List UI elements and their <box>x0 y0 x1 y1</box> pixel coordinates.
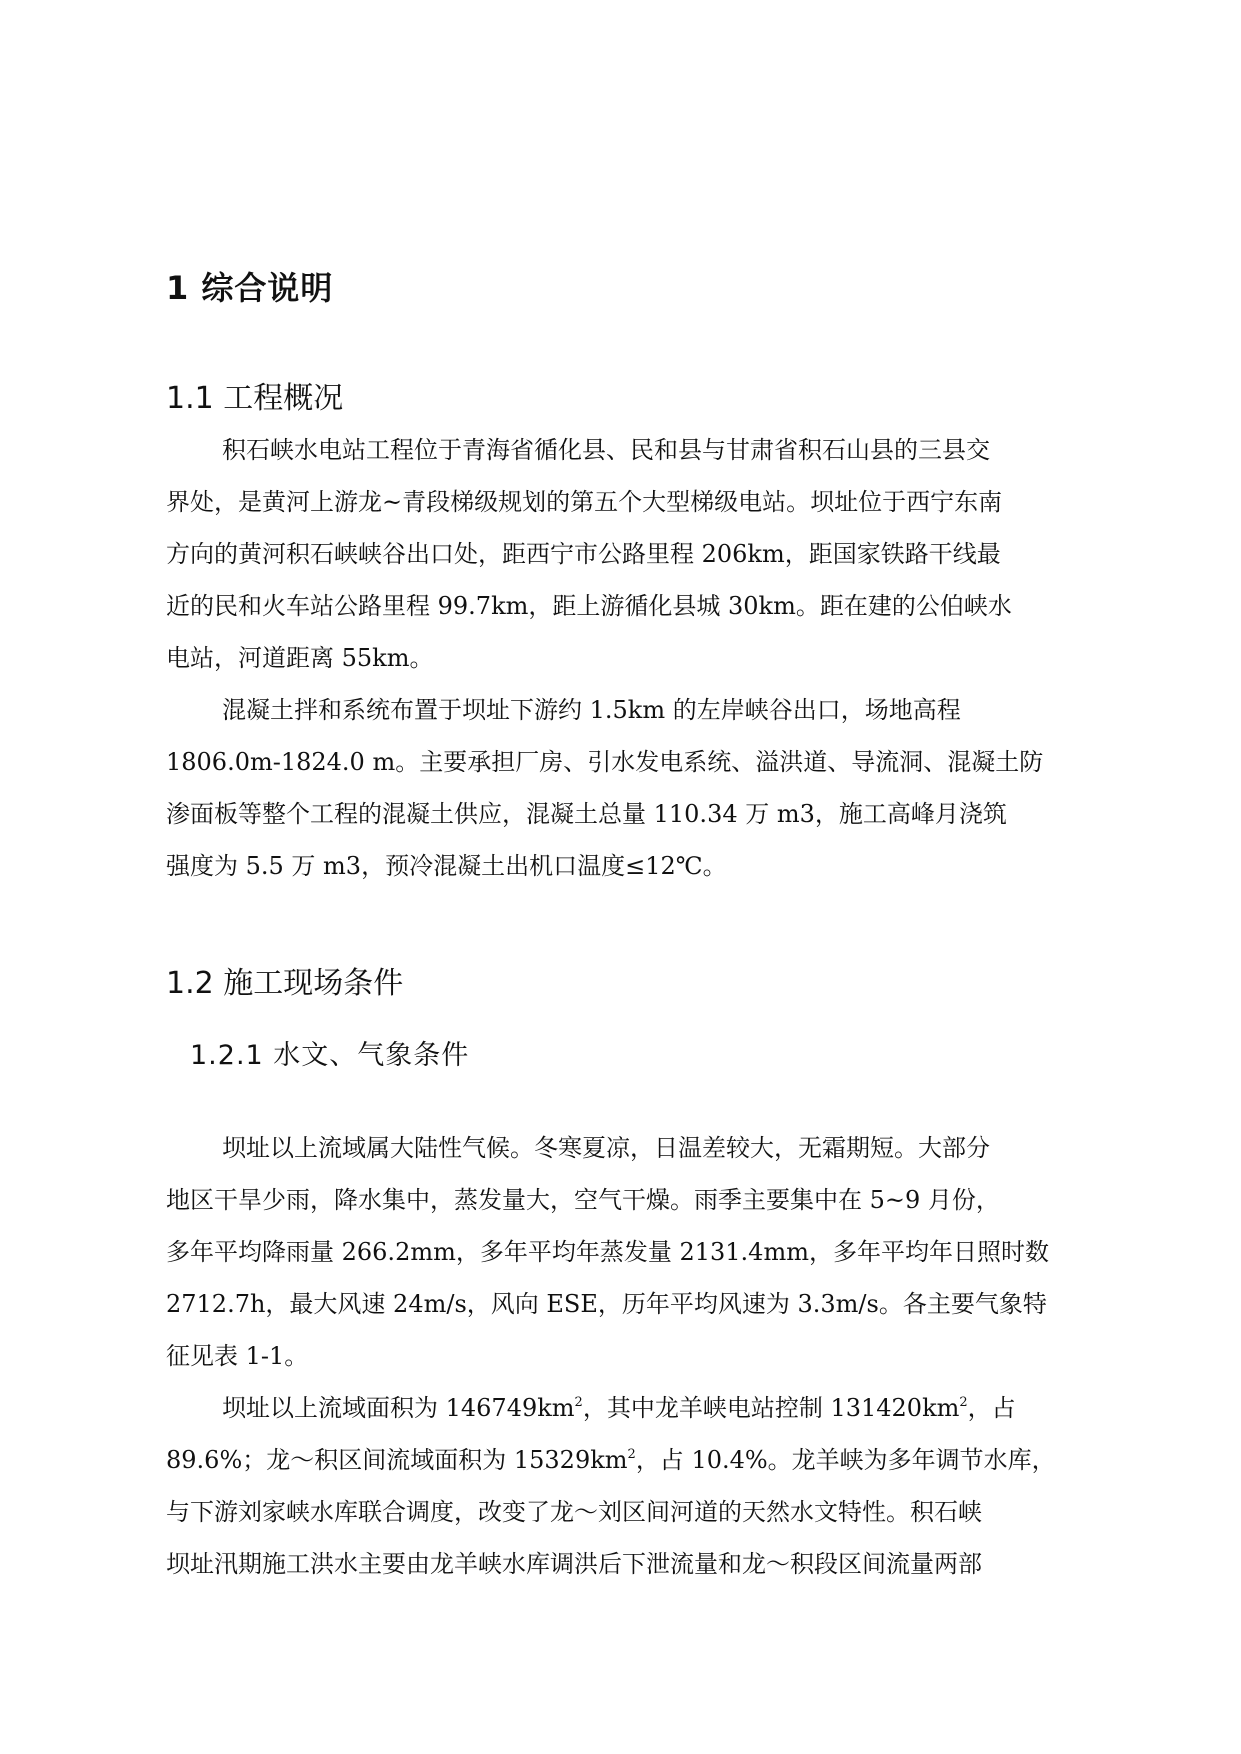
text-segment: ，其中龙羊峡电站控制 131420km <box>582 1394 960 1422</box>
text-line: 2712.7h，最大风速 24m/s，风向 ESE，历年平均风速为 3.3m/s。各主要气象特 <box>166 1290 1047 1318</box>
chapter-heading: 1 综合说明 <box>166 269 334 307</box>
text-line: 1806.0m-1824.0 m。主要承担厂房、引水发电系统、溢洪道、导流洞、混凝土防 <box>166 748 1044 776</box>
text-line: 地区干旱少雨，降水集中，蒸发量大，空气干燥。雨季主要集中在 5~9 月份， <box>166 1186 1000 1214</box>
text-segment: ，占 <box>967 1394 1016 1422</box>
text-line: 近的民和火车站公路里程 99.7km，距上游循化县城 30km。距在建的公伯峡水 <box>166 592 1012 620</box>
section-heading-1-1: 1.1 工程概况 <box>166 381 344 416</box>
superscript: 2 <box>627 1447 636 1462</box>
text-line: 方向的黄河积石峡峡谷出口处，距西宁市公路里程 206km，距国家铁路干线最 <box>166 540 1001 568</box>
subsection-heading-1-2-1: 1.2.1 水文、气象条件 <box>190 1040 470 1071</box>
text-line: 积石峡水电站工程位于青海省循化县、民和县与甘肃省积石山县的三县交 <box>222 436 990 464</box>
paragraph-basin-area <box>166 1382 1076 1590</box>
text-line <box>166 1434 1076 1486</box>
text-line: 与下游刘家峡水库联合调度，改变了龙～刘区间河道的天然水文特性。积石峡 <box>166 1498 982 1526</box>
paragraph-mixing-system <box>166 684 1076 892</box>
text-line: 渗面板等整个工程的混凝土供应，混凝土总量 110.34 万 m3，施工高峰月浇筑 <box>166 800 1007 828</box>
text-line <box>166 1382 1076 1434</box>
section-heading-1-2: 1.2 施工现场条件 <box>166 966 404 1001</box>
text-line: 征见表 1-1。 <box>166 1342 309 1370</box>
superscript: 2 <box>959 1395 968 1410</box>
text-segment: 89.6%；龙～积区间流域面积为 15329km <box>166 1446 628 1474</box>
text-line: 坝址汛期施工洪水主要由龙羊峡水库调洪后下泄流量和龙～积段区间流量两部 <box>166 1550 982 1578</box>
text-line: 多年平均降雨量 266.2mm，多年平均年蒸发量 2131.4mm，多年平均年日照时数 <box>166 1238 1049 1266</box>
text-segment: ，占 10.4%。龙羊峡为多年调节水库， <box>635 1446 1056 1474</box>
text-line: 电站，河道距离 55km。 <box>166 644 434 672</box>
superscript: 2 <box>574 1395 583 1410</box>
text-line: 界处，是黄河上游龙~青段梯级规划的第五个大型梯级电站。坝址位于西宁东南 <box>166 488 1003 516</box>
text-line: 强度为 5.5 万 m3，预冷混凝土出机口温度≤12℃。 <box>166 852 727 880</box>
text-line: 混凝土拌和系统布置于坝址下游约 1.5km 的左岸峡谷出口，场地高程 <box>222 696 961 724</box>
paragraph-project-overview <box>166 424 1076 684</box>
text-segment: 坝址以上流域面积为 146749km <box>222 1394 575 1422</box>
text-line: 坝址以上流域属大陆性气候。冬寒夏凉，日温差较大，无霜期短。大部分 <box>222 1134 990 1162</box>
paragraph-climate <box>166 1122 1076 1382</box>
